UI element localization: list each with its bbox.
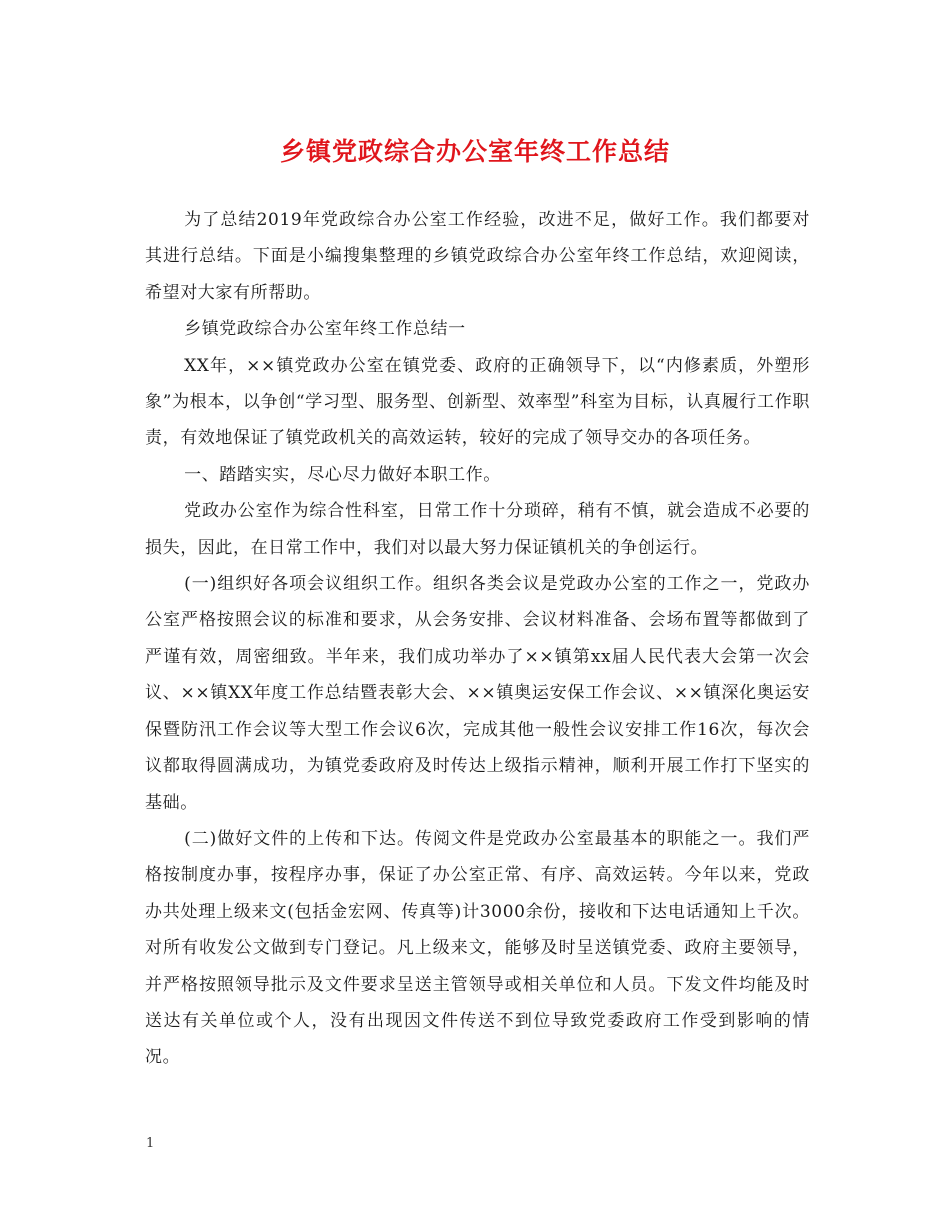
- paragraph-intro: 为了总结2019年党政综合办公室工作经验，改进不足，做好工作。我们都要对其进行总结。下面是小编搜集整理的乡镇党政综合办公室年终工作总结，欢迎阅读，希望对大家有所帮助。: [145, 210, 810, 303]
- page-number: 1: [146, 1136, 155, 1151]
- paragraph-documents: (二)做好文件的上传和下达。传阅文件是党政办公室最基本的职能之一。我们严格按制度办事，按程序办事，保证了办公室正常、有序、高效运转。今年以来，党政办共处理上级来文(包括金宏网、传真等)计3000余份，接收和下达电话通知上千次。对所有收发公文做到专门登记。凡上级来文，能够及时呈送镇党委、政府主要领导，并严格按照领导批示及文件要求呈送主管领导或相关单位和人员。下发文件均能及时送达有关单位或个人，没有出现因文件传送不到位导致党委政府工作受到影响的情况。: [145, 828, 810, 1068]
- paragraph-subtitle: 乡镇党政综合办公室年终工作总结一: [184, 319, 466, 340]
- paragraph-overview: XX年，××镇党政办公室在镇党委、政府的正确领导下，以“内修素质，外塑形象”为根本，以争创“学习型、服务型、创新型、效率型”科室为目标，认真履行工作职责，有效地保证了镇党政机关的高效运转，较好的完成了领导交办的各项任务。: [145, 355, 810, 449]
- paragraph-meetings: (一)组织好各项会议组织工作。组织各类会议是党政办公室的工作之一，党政办公室严格按照会议的标准和要求，从会务安排、会议材料准备、会场布置等都做到了严谨有效，周密细致。半年来，我们成功举办了××镇第xx届人民代表大会第一次会议、××镇XX年度工作总结暨表彰大会、××镇奥运安保工作会议、××镇深化奥运安保暨防汛工作会议等大型工作会议6次，完成其他一般性会议安排工作16次，每次会议都取得圆满成功，为镇党委政府及时传达上级指示精神，顺利开展工作打下坚实的基础。: [145, 574, 810, 813]
- document-title: 乡镇党政综合办公室年终工作总结: [279, 137, 670, 166]
- paragraph-section-heading: 一、踏踏实实，尽心尽力做好本职工作。: [184, 464, 501, 485]
- paragraph-section-intro: 党政办公室作为综合性科室，日常工作十分琐碎，稍有不慎，就会造成不必要的损失，因此，在日常工作中，我们对以最大努力保证镇机关的争创运行。: [145, 501, 810, 558]
- document-body: [145, 202, 810, 1076]
